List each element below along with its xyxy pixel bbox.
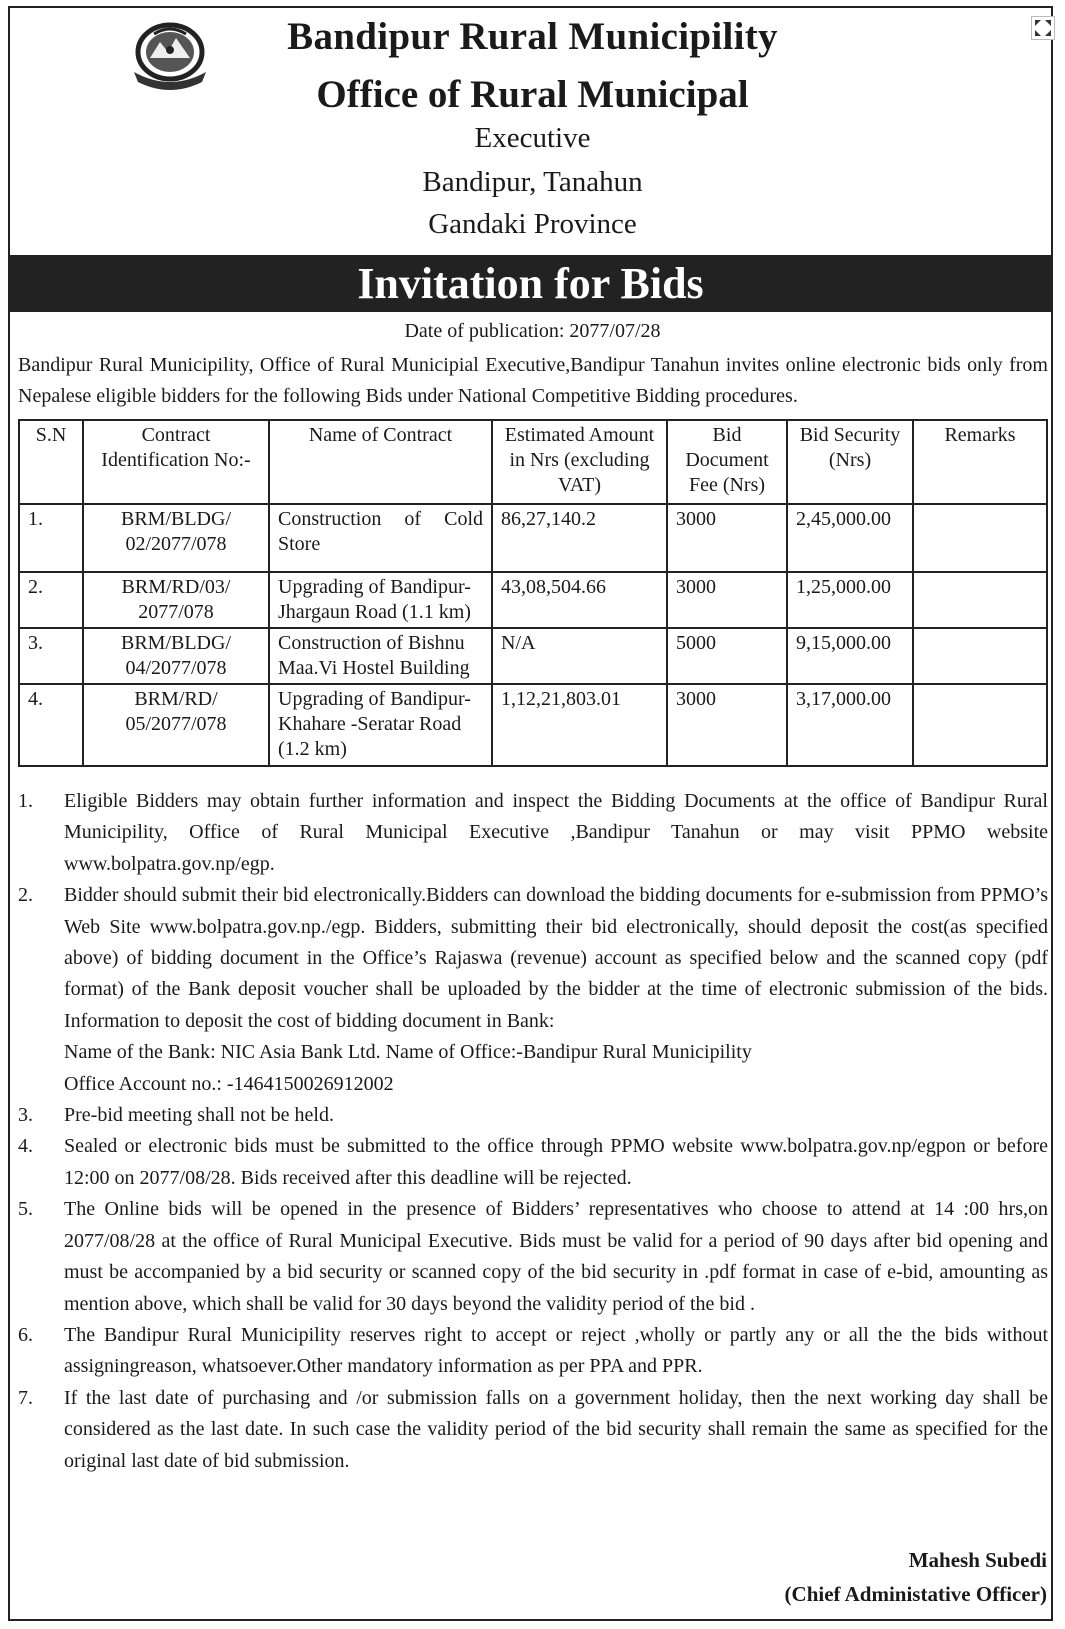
list-item <box>18 1383 1048 1477</box>
cell-remarks <box>913 572 1047 628</box>
office-province: Gandaki Province <box>428 208 637 240</box>
list-item-number: 1. <box>18 790 33 812</box>
cell-contract-name: Upgrading of Bandipur-Khahare -Seratar Road (1.2 km) <box>269 684 492 766</box>
list-item <box>18 1131 1048 1194</box>
cell-sn: 4. <box>19 684 83 766</box>
list-item-number: 6. <box>18 1323 33 1346</box>
header-estimated-amount: Estimated Amount in Nrs (excluding VAT) <box>492 420 667 504</box>
list-item-number: 3. <box>18 1104 33 1127</box>
header-document-fee: Bid Document Fee (Nrs) <box>667 420 787 504</box>
signatory-name: Mahesh Subedi <box>908 1548 1047 1572</box>
list-item-text: If the last date of purchasing and /or submission falls on a government holiday, then the next working day shall be considered as the last date. In such case the validity period of the bid security shall remain the same as specified for the original last date of bid submission. <box>64 1386 1048 1472</box>
office-executive: Executive <box>474 122 591 154</box>
header-remarks: Remarks <box>913 420 1047 504</box>
header-sn: S.N <box>19 420 83 504</box>
list-item <box>18 880 1048 1100</box>
table-header-row <box>19 420 1047 504</box>
office-subtitle: Office of Rural Municipal <box>316 73 749 116</box>
publication-date: Date of publication: 2077/07/28 <box>404 320 661 342</box>
header-contract-name: Name of Contract <box>269 420 492 504</box>
bank-name-line: Name of the Bank: NIC Asia Bank Ltd. Name of Office:-Bandipur Rural Municipility <box>64 1041 752 1064</box>
cell-estimated-amount: 1,12,21,803.01 <box>492 684 667 766</box>
cell-sn: 3. <box>19 628 83 684</box>
cell-contract-id: BRM/BLDG/ 04/2077/078 <box>83 628 269 684</box>
list-item-text: Bidder should submit their bid electronically.Bidders can download the bidding documents for e-submission from PPMO’s Web Site www.bolpatra.gov.np./egp. Bidders, submitting their bid electronically, should deposit the cost(as specified above) of bidding document in the Office’s Rajaswa (revenue) account as specified below and the scanned copy (pdf format) of the Bank deposit voucher shall be uploaded by the bidder at the time of electronic submission of the bids. Information to deposit the cost of bidding document in Bank: <box>64 884 1048 1032</box>
intro-paragraph: Bandipur Rural Municipility, Office of Rural Municipial Executive,Bandipur Tanahun invites online electronic bids only from Nepalese eligible bidders for the following Bids under National Competitive Bidding procedures. <box>18 354 1048 407</box>
cell-estimated-amount: 43,08,504.66 <box>492 572 667 628</box>
list-item-number: 7. <box>18 1386 33 1409</box>
signatory-title: (Chief Administative Officer) <box>784 1582 1047 1606</box>
list-item-text: Pre-bid meeting shall not be held. <box>64 1104 334 1127</box>
table-row <box>19 504 1047 572</box>
list-item-number: 5. <box>18 1198 33 1221</box>
cell-contract-id: BRM/RD/03/ 2077/078 <box>83 572 269 628</box>
cell-document-fee: 5000 <box>667 628 787 684</box>
list-item-number: 4. <box>18 1135 33 1158</box>
cell-remarks <box>913 504 1047 572</box>
header-contract-id: Contract Identification No:- <box>83 420 269 504</box>
table-row <box>19 572 1047 628</box>
cell-contract-id: BRM/RD/ 05/2077/078 <box>83 684 269 766</box>
list-item-number: 2. <box>18 884 33 907</box>
notice-title: Invitation for Bids <box>10 255 1051 312</box>
cell-bid-security: 1,25,000.00 <box>787 572 913 628</box>
cell-contract-name: Upgrading of Bandipur-Jhargaun Road (1.1 km) <box>269 572 492 628</box>
table-row <box>19 684 1047 766</box>
cell-estimated-amount: 86,27,140.2 <box>492 504 667 572</box>
cell-document-fee: 3000 <box>667 572 787 628</box>
list-item-text: The Online bids will be opened in the presence of Bidders’ representatives who choose to attend at 14 :00 hrs,on 2077/08/28 at the office of Rural Municipal Executive. Bids must be valid for a period of 90 days after bid opening and must be accompanied by a bid security or scanned copy of the bid security in .pdf format in case of e-bid, amounting as mention above, which shall be valid for 30 days beyond the validity period of the bid . <box>64 1198 1048 1315</box>
cell-contract-id: BRM/BLDG/ 02/2077/078 <box>83 504 269 572</box>
cell-sn: 1. <box>19 504 83 572</box>
office-location: Bandipur, Tanahun <box>422 166 643 198</box>
office-name: Bandipur Rural Municipility <box>287 15 778 58</box>
cell-document-fee: 3000 <box>667 684 787 766</box>
list-item-text: Sealed or electronic bids must be submitted to the office through PPMO website www.bolpatra.gov.np/egpon or before 12:00 on 2077/08/28. Bids received after this deadline will be rejected. <box>64 1135 1048 1189</box>
cell-contract-name: Construction of Bishnu Maa.Vi Hostel Building <box>269 628 492 684</box>
list-item-text: The Bandipur Rural Municipility reserves right to accept or reject ,wholly or partly any or all the the bids without assigningreason, whatsoever.Other mandatory information as per PPA and PPR. <box>64 1323 1048 1378</box>
cell-contract-name: Construction of Cold Store <box>269 504 492 572</box>
cell-estimated-amount: N/A <box>492 628 667 684</box>
bids-table <box>18 419 1048 767</box>
header-bid-security: Bid Security (Nrs) <box>787 420 913 504</box>
cell-document-fee: 3000 <box>667 504 787 572</box>
cell-bid-security: 2,45,000.00 <box>787 504 913 572</box>
account-number-line: Office Account no.: -1464150026912002 <box>64 1072 394 1095</box>
cell-remarks <box>913 628 1047 684</box>
list-item <box>18 1320 1048 1383</box>
list-item-text: Eligible Bidders may obtain further information and inspect the Bidding Documents at the office of Bandipur Rural Municipility, Office of Rural Municipal Executive ,Bandipur Tanahun or may visit PPMO website www.bolpatra.gov.np/egp. <box>64 790 1048 875</box>
list-item <box>18 786 1048 880</box>
cell-remarks <box>913 684 1047 766</box>
terms-list <box>18 786 1048 1477</box>
list-item <box>18 1194 1048 1320</box>
cell-bid-security: 9,15,000.00 <box>787 628 913 684</box>
list-item <box>18 1100 1048 1131</box>
cell-bid-security: 3,17,000.00 <box>787 684 913 766</box>
table-row <box>19 628 1047 684</box>
cell-sn: 2. <box>19 572 83 628</box>
